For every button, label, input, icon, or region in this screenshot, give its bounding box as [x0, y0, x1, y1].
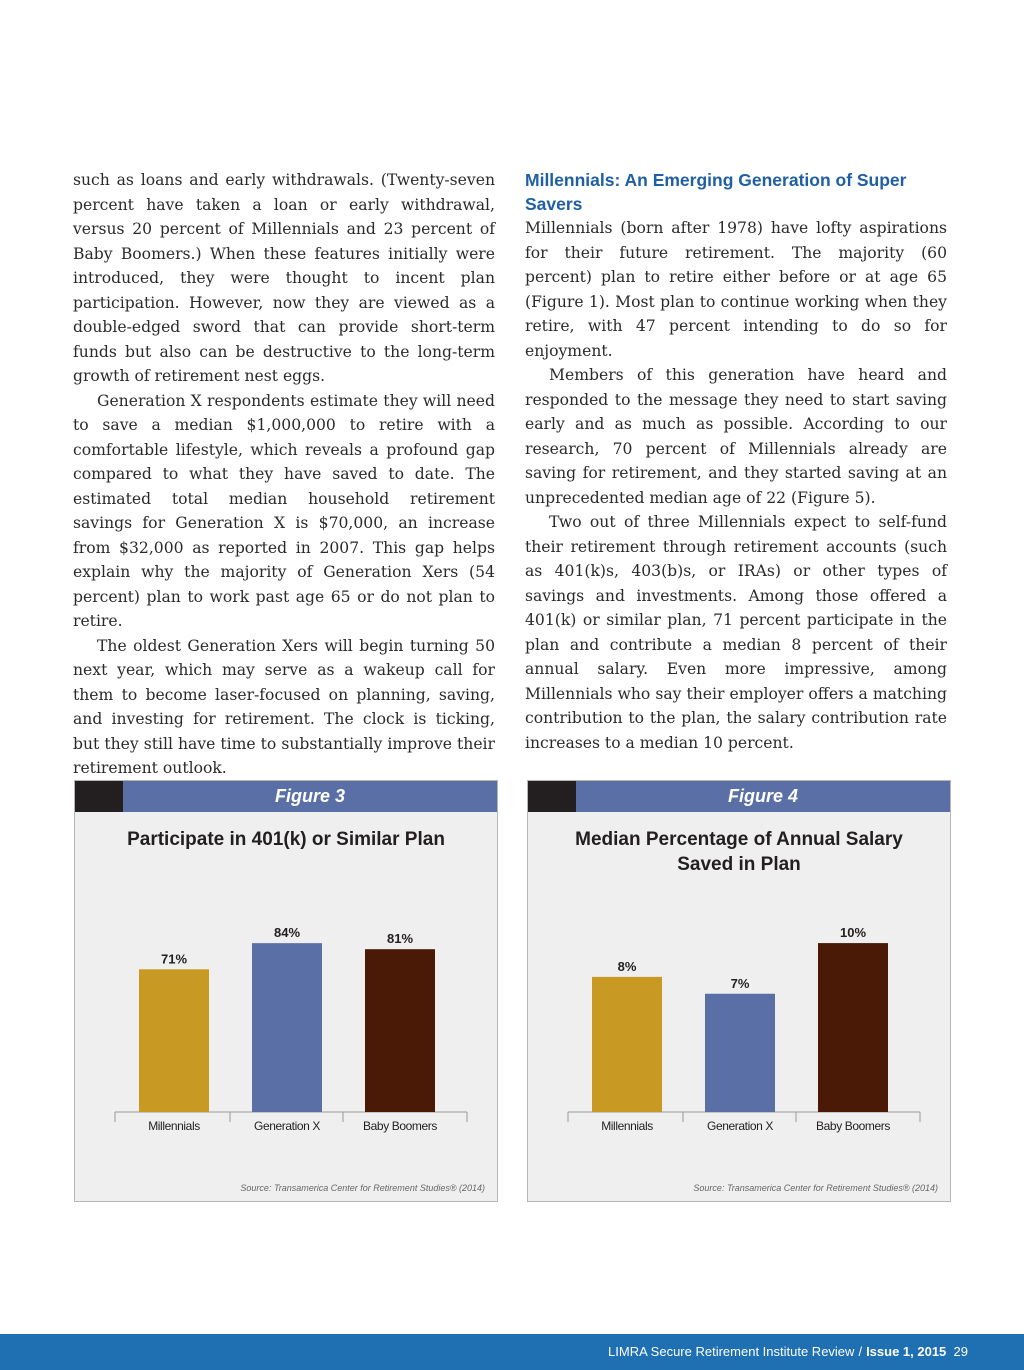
data-label: 81%	[386, 931, 414, 947]
figure-3	[74, 780, 498, 1202]
paragraph: Millennials (born after 1978) have lofty aspirations for their future retirement. The majority (60 percent) plan to retire either before or at age 65 (Figure 1). Most plan to continue working when they retire, with 47 percent intending to do so for enjoyment.	[525, 219, 947, 360]
category-label: Baby Boomers	[363, 1119, 437, 1133]
category-label: Generation X	[707, 1119, 773, 1133]
bar-chart	[75, 781, 499, 1203]
left-text-column	[73, 168, 495, 781]
category-label: Millennials	[148, 1119, 200, 1133]
bar-chart	[528, 781, 952, 1203]
paragraph: such as loans and early withdrawals. (Twenty-seven percent have taken a loan or early withdrawal, versus 20 percent of Millennials and 23 percent of Baby Boomers.) When these features initially were introduced, they were thought to incent plan participation. However, now they are viewed as a double-edged sword that can provide short-term funds but also can be destructive to the long-term growth of retirement nest eggs.	[73, 171, 495, 385]
data-label: 84%	[273, 925, 301, 941]
bar	[252, 943, 322, 1112]
chart-title: Participate in 401(k) or Similar Plan	[127, 829, 445, 850]
right-text-column	[525, 168, 947, 755]
bar	[365, 949, 435, 1112]
paragraph: Generation X respondents estimate they will need to save a median $1,000,000 to retire with a comfortable lifestyle, which reveals a profound gap compared to what they have saved to date. The estimated total median household retirement savings for Generation X is $70,000, an increase from $32,000 as reported in 2007. This gap helps explain why the majority of Generation Xers (54 percent) plan to work past age 65 or do not plan to retire.	[73, 391, 495, 630]
category-label: Millennials	[601, 1119, 653, 1133]
source-note: Source: Transamerica Center for Retirement Studies® (2014)	[693, 1183, 938, 1193]
figure-4	[527, 780, 951, 1202]
publication-name: LIMRA Secure Retirement Institute Review	[608, 1344, 855, 1359]
footer-separator: /	[858, 1344, 863, 1359]
bar	[818, 943, 888, 1112]
category-label: Generation X	[254, 1119, 320, 1133]
page-number: 29	[953, 1344, 968, 1359]
section-heading: Millennials: An Emerging Generation of Super Savers	[525, 170, 907, 214]
bar	[592, 977, 662, 1112]
figure-label: Figure 4	[727, 786, 798, 806]
data-label: 7%	[730, 975, 750, 991]
page-footer	[0, 1334, 1024, 1370]
paragraph: Members of this generation have heard and responded to the message they need to start saving early and as much as possible. According to our research, 70 percent of Millennials already are saving for retirement, and they started saving at an unprecedented median age of 22 (Figure 5).	[525, 366, 947, 507]
source-note: Source: Transamerica Center for Retirement Studies® (2014)	[240, 1183, 485, 1193]
chart-title: Median Percentage of Annual Salary Saved in Plan	[575, 829, 903, 875]
data-label: 71%	[160, 951, 188, 967]
figure-label: Figure 3	[274, 786, 345, 806]
footer-text	[608, 1334, 968, 1370]
bar	[139, 969, 209, 1112]
paragraph: Two out of three Millennials expect to self-fund their retirement through retirement accounts (such as 401(k)s, 403(b)s, or IRAs) or other types of savings and investments. Among those offered a 401(k) or similar plan, 71 percent participate in the plan and contribute a median 8 percent of their annual salary. Even more impressive, among Millennials who say their employer offers a matching contribution to the plan, the salary contribution rate increases to a median 10 percent.	[525, 513, 947, 752]
data-label: 10%	[839, 925, 867, 941]
paragraph: The oldest Generation Xers will begin turning 50 next year, which may serve as a wakeup call for them to become laser-focused on planning, saving, and investing for retirement. The clock is ticking, but they still have time to substantially improve their retirement outlook.	[73, 636, 495, 777]
category-label: Baby Boomers	[816, 1119, 890, 1133]
data-label: 8%	[617, 958, 637, 974]
bar	[705, 994, 775, 1112]
issue-label: Issue 1, 2015	[866, 1344, 947, 1359]
